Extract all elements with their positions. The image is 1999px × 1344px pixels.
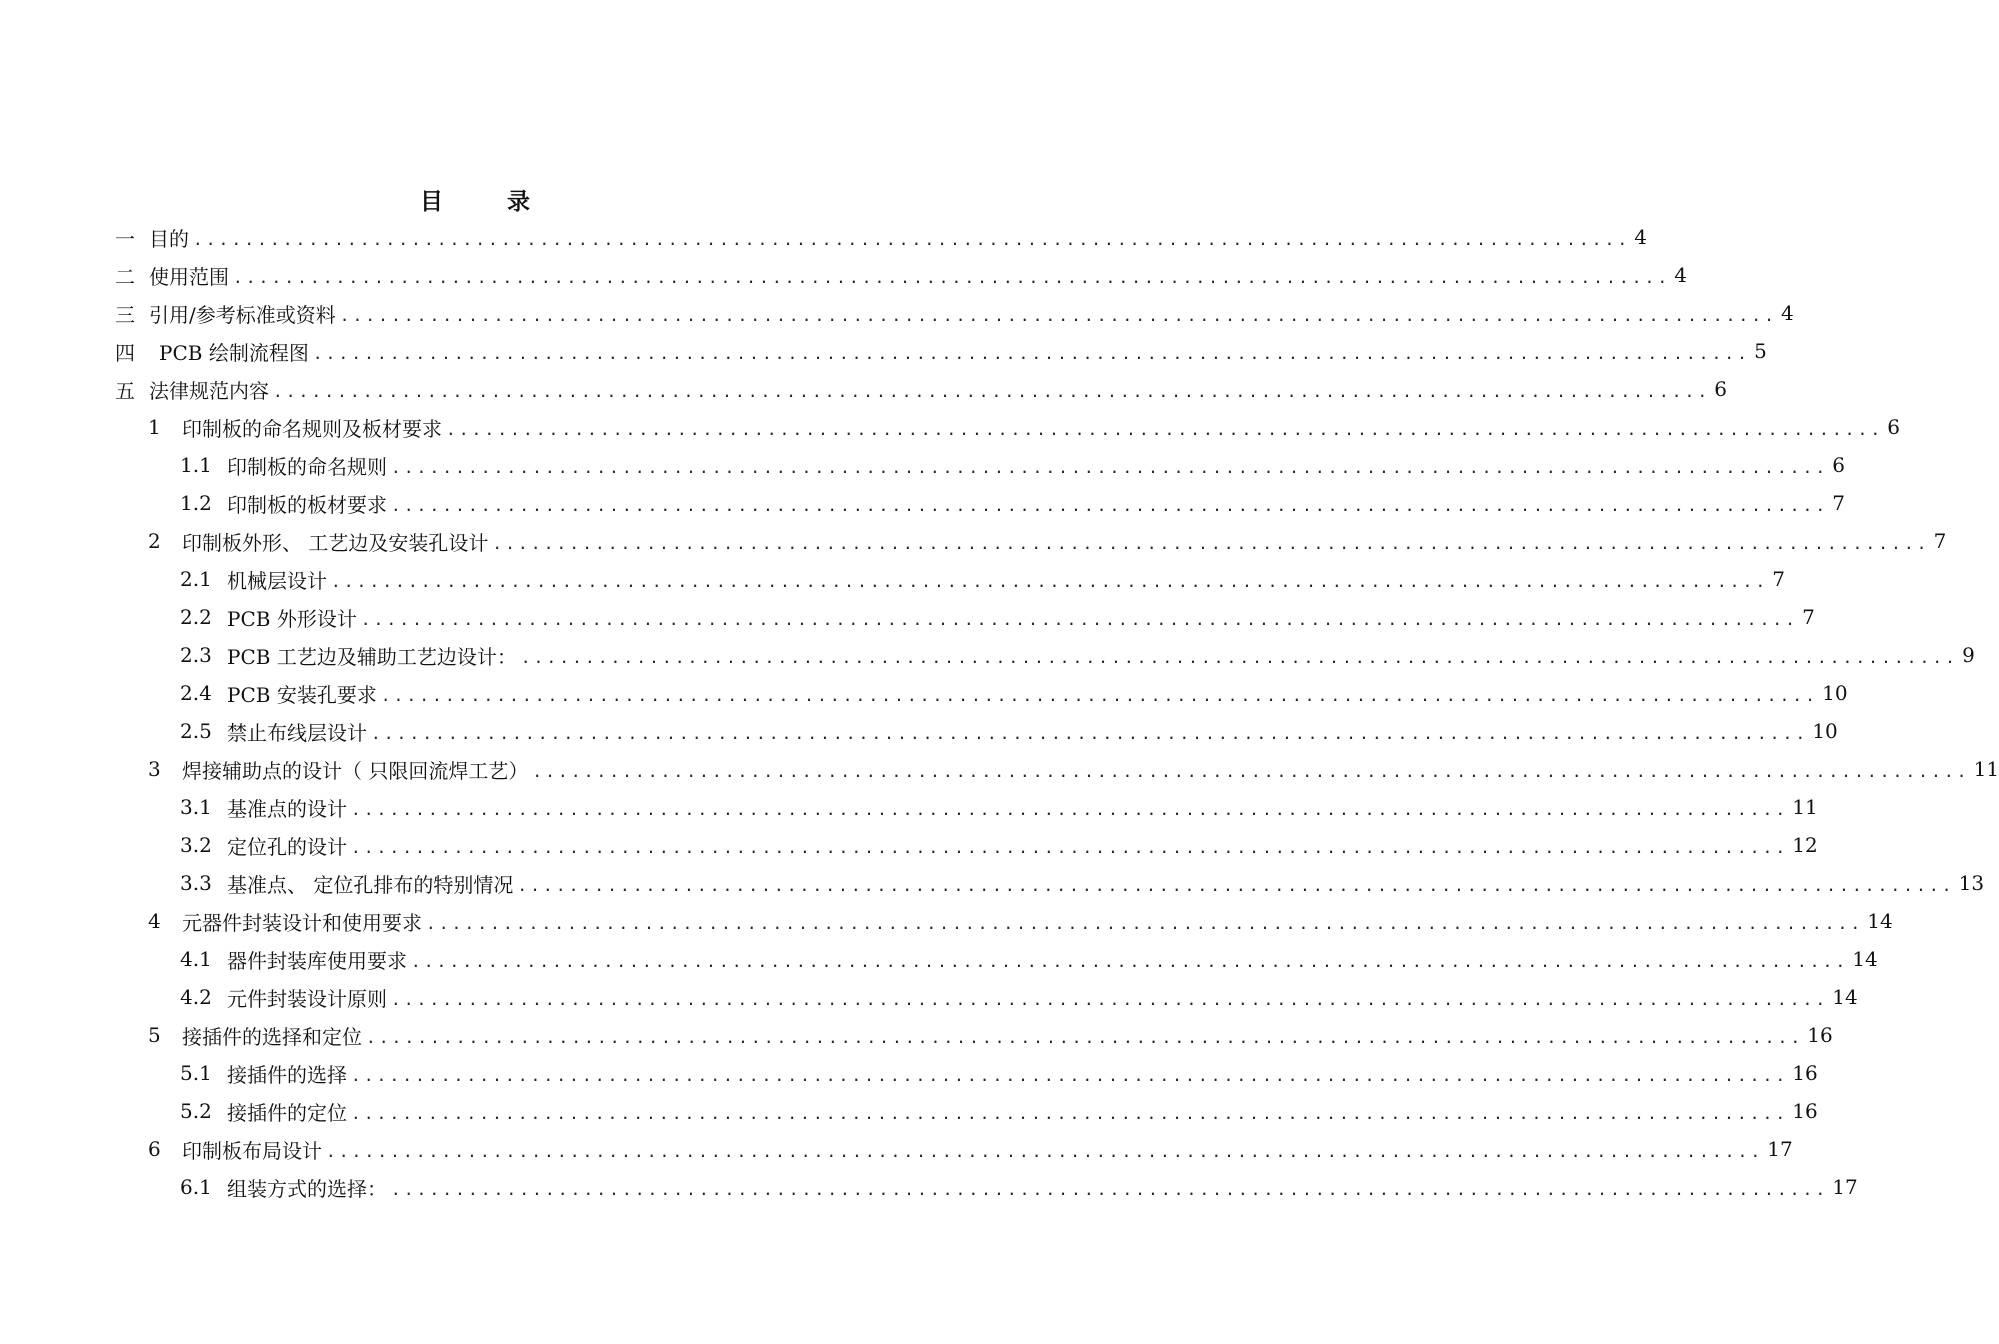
toc-entry-number: 4 — [148, 909, 161, 933]
dot-leader: ................................................................................................................ — [366, 1027, 1804, 1047]
toc-entry-page: 4 — [1674, 263, 1688, 287]
toc-entry-number: 二 — [115, 264, 135, 289]
page-title: 目 录 — [419, 188, 558, 215]
toc-entry-title: 使用范围 — [149, 264, 229, 289]
toc-entry-page: 4 — [1634, 225, 1648, 249]
toc-entry-page: 9 — [1962, 643, 1975, 667]
toc-entry[interactable] — [148, 750, 1999, 788]
toc-entry[interactable] — [148, 522, 1947, 560]
dot-leader: ................................................................................................................ — [312, 343, 1751, 363]
toc-entry-title: 印制板布局设计 — [182, 1138, 322, 1163]
dot-leader: ................................................................................................................ — [331, 571, 1769, 591]
dot-leader: ................................................................................................................ — [351, 837, 1789, 857]
dot-leader: ................................................................................................................ — [360, 609, 1799, 629]
toc-entry-page: 16 — [1792, 1061, 1818, 1085]
toc-entry[interactable] — [115, 256, 1688, 294]
dot-leader: ................................................................................................................ — [380, 685, 1819, 705]
dot-leader: ................................................................................................................ — [273, 381, 1711, 401]
toc-entry-number: 3.1 — [180, 795, 212, 819]
toc-entry-title: 印制板的命名规则 — [227, 454, 387, 479]
toc-entry-number: 四 — [115, 340, 135, 365]
toc-entry-title: 印制板的板材要求 — [227, 492, 387, 517]
toc-entry-title: PCB 绘制流程图 — [159, 340, 309, 365]
toc-entry[interactable] — [115, 370, 1728, 408]
toc-entry[interactable] — [180, 788, 1818, 826]
dot-leader: ................................................................................................................ — [426, 913, 1864, 933]
toc-entry-title: 定位孔的设计 — [227, 834, 347, 859]
toc-entry-number: 一 — [115, 226, 135, 251]
toc-entry-title: 引用/参考标准或资料 — [149, 302, 336, 327]
toc-entry[interactable] — [180, 712, 1838, 750]
toc-entry[interactable] — [180, 826, 1818, 864]
toc-entry-title: 组装方式的选择： — [227, 1176, 387, 1201]
toc-entry[interactable] — [180, 674, 1848, 712]
toc-entry-page: 7 — [1832, 491, 1846, 515]
toc-entry-number: 2.5 — [180, 719, 212, 743]
toc-entry-title: 印制板外形、 工艺边及安装孔设计 — [182, 530, 489, 555]
toc-entry[interactable] — [115, 218, 1648, 256]
toc-entry-number: 5.2 — [180, 1099, 212, 1123]
toc-entry-number: 2 — [148, 529, 161, 553]
toc-entry-page: 5 — [1754, 339, 1767, 363]
dot-leader: ................................................................................................................ — [351, 1065, 1789, 1085]
toc-entry[interactable] — [180, 446, 1846, 484]
dot-leader: ................................................................................................................ — [193, 229, 1631, 249]
dot-leader: ................................................................................................................ — [411, 951, 1849, 971]
toc-entry-title: PCB 工艺边及辅助工艺边设计： — [227, 644, 517, 669]
dot-leader: ................................................................................................................ — [326, 1141, 1764, 1161]
toc-entry[interactable] — [148, 902, 1893, 940]
dot-leader: ................................................................................................................ — [339, 305, 1778, 325]
toc-entry-page: 16 — [1792, 1099, 1818, 1123]
toc-entry-page: 4 — [1781, 301, 1794, 325]
toc-entry-title: 机械层设计 — [227, 568, 327, 593]
toc-entry-title: 禁止布线层设计 — [227, 720, 367, 745]
toc-entry[interactable] — [180, 978, 1858, 1016]
toc-entry-page: 6 — [1714, 377, 1728, 401]
toc-entry-title: 焊接辅助点的设计（ 只限回流焊工艺） — [182, 758, 529, 783]
dot-leader: ................................................................................................................ — [391, 1179, 1829, 1199]
toc-entry-number: 1.2 — [180, 491, 212, 515]
dot-leader: ................................................................................................................ — [446, 419, 1884, 439]
toc-entry-page: 16 — [1807, 1023, 1833, 1047]
toc-entry-title: 目的 — [149, 226, 189, 251]
toc-entry-number: 五 — [115, 378, 135, 403]
toc-entry-title: 接插件的选择和定位 — [182, 1024, 362, 1049]
toc-entry-number: 2.2 — [180, 605, 212, 629]
toc-entry-number: 3 — [148, 757, 161, 781]
dot-leader: ................................................................................................................ — [371, 723, 1809, 743]
toc-entry-number: 6 — [148, 1137, 161, 1161]
toc-entry-title: 接插件的选择 — [227, 1062, 347, 1087]
dot-leader: ................................................................................................................ — [391, 457, 1829, 477]
toc-entry-title: PCB 安装孔要求 — [227, 682, 377, 707]
dot-leader: ................................................................................................................ — [391, 989, 1829, 1009]
toc-entry-number: 2.3 — [180, 643, 212, 667]
toc-entry-number: 4.1 — [180, 947, 212, 971]
dot-leader: ................................................................................................................ — [391, 495, 1829, 515]
toc-entry[interactable] — [180, 1168, 1858, 1206]
toc-entry-page: 6 — [1887, 415, 1901, 439]
toc-entry-number: 6.1 — [180, 1175, 212, 1199]
toc-entry-number: 1 — [148, 415, 161, 439]
dot-leader: ................................................................................................................ — [517, 875, 1955, 895]
toc-entry-number: 5 — [148, 1023, 161, 1047]
toc-entry-page: 11 — [1973, 757, 1999, 781]
toc-entry-page: 12 — [1792, 833, 1818, 857]
toc-entry-page: 17 — [1832, 1175, 1858, 1199]
toc-entry-page: 10 — [1822, 681, 1848, 705]
dot-leader: ................................................................................................................ — [532, 761, 1970, 781]
toc-entry-page: 17 — [1767, 1137, 1793, 1161]
toc-entry-title: 基准点、 定位孔排布的特别情况 — [227, 872, 514, 897]
toc-entry-page: 14 — [1867, 909, 1893, 933]
toc-entry-title: 接插件的定位 — [227, 1100, 347, 1125]
toc-entry[interactable] — [180, 636, 1975, 674]
toc-entry-page: 10 — [1812, 719, 1838, 743]
toc-entry-page: 14 — [1852, 947, 1878, 971]
toc-entry-page: 6 — [1832, 453, 1846, 477]
toc-entry-page: 14 — [1832, 985, 1858, 1009]
toc-entry-title: 基准点的设计 — [227, 796, 347, 821]
toc-entry-number: 三 — [115, 302, 135, 327]
toc-entry-title: 元器件封装设计和使用要求 — [182, 910, 422, 935]
toc-entry-title: 印制板的命名规则及板材要求 — [182, 416, 442, 441]
toc-entry-page: 13 — [1958, 871, 1985, 895]
toc-entry[interactable] — [180, 1054, 1818, 1092]
toc-entry-page: 7 — [1772, 567, 1786, 591]
dot-leader: ................................................................................................................ — [351, 799, 1789, 819]
toc-entry[interactable] — [115, 294, 1794, 332]
toc-entry-page: 11 — [1792, 795, 1818, 819]
toc-entry-number: 2.4 — [180, 681, 212, 705]
toc-entry-number: 5.1 — [180, 1061, 212, 1085]
toc-entry[interactable] — [180, 940, 1878, 978]
dot-leader: ................................................................................................................ — [520, 647, 1959, 667]
toc-entry[interactable] — [180, 598, 1815, 636]
toc-entry-title: PCB 外形设计 — [227, 606, 357, 631]
toc-entry-number: 3.3 — [180, 871, 212, 895]
toc-entry[interactable] — [180, 864, 1985, 902]
toc-entry[interactable] — [148, 1130, 1793, 1168]
toc-entry[interactable] — [115, 332, 1767, 370]
dot-leader: ................................................................................................................ — [233, 267, 1671, 287]
toc-entry-page: 7 — [1802, 605, 1815, 629]
toc-entry-number: 2.1 — [180, 567, 212, 591]
toc-entry[interactable] — [180, 560, 1786, 598]
toc-entry-title: 法律规范内容 — [149, 378, 269, 403]
dot-leader: ................................................................................................................ — [351, 1103, 1789, 1123]
toc-entry[interactable] — [180, 484, 1846, 522]
toc-entry-title: 器件封装库使用要求 — [227, 948, 407, 973]
toc-entry[interactable] — [180, 1092, 1818, 1130]
toc-entry-title: 元件封装设计原则 — [227, 986, 387, 1011]
toc-entry-number: 3.2 — [180, 833, 212, 857]
toc-entry-number: 1.1 — [180, 453, 212, 477]
toc-entry-page: 7 — [1933, 529, 1947, 553]
toc-entry[interactable] — [148, 408, 1901, 446]
toc-entry-number: 4.2 — [180, 985, 212, 1009]
dot-leader: ................................................................................................................ — [492, 533, 1930, 553]
toc-entry[interactable] — [148, 1016, 1833, 1054]
